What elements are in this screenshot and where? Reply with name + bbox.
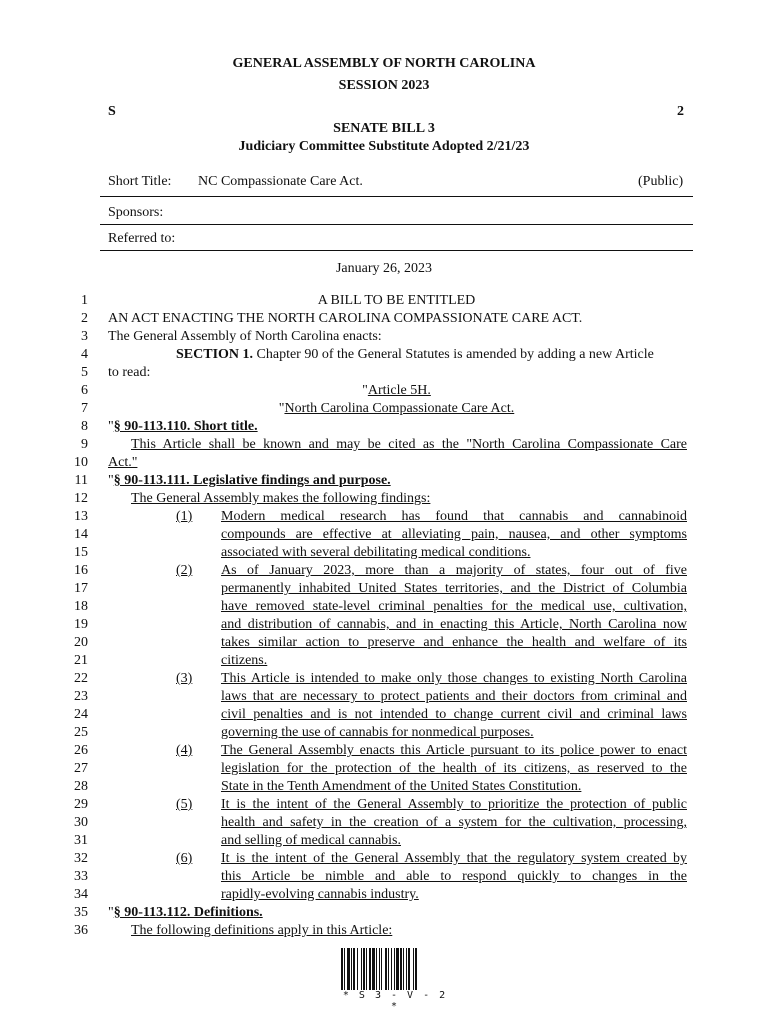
line-number: 9 (81, 437, 88, 452)
statute-heading (108, 905, 263, 921)
line-number: 14 (74, 527, 88, 542)
line-number: 26 (74, 743, 88, 758)
line-number: 27 (74, 761, 88, 776)
item-number: (2) (176, 563, 193, 578)
item-line: This Article is intended to make only those changes to existing North Carolina (221, 671, 687, 686)
line-number: 1 (81, 293, 88, 308)
item-line: governing the use of cannabis for nonmedical purposes. (221, 725, 534, 740)
item-line: State in the Tenth Amendment of the United States Constitution. (221, 779, 582, 794)
barcode-bar (372, 948, 375, 990)
act-title: AN ACT ENACTING THE NORTH CAROLINA COMPASSIONATE CARE ACT. (108, 311, 583, 326)
divider (100, 224, 693, 225)
item-line: civil penalties and is not intended to change current civil and criminal laws (221, 707, 687, 722)
sponsors-label: Sponsors: (108, 205, 164, 220)
barcode-bar (376, 948, 377, 990)
section-label: SECTION 1. (176, 347, 254, 362)
quote-mark: " (108, 419, 114, 434)
barcode-bar (366, 948, 367, 990)
line-number: 35 (74, 905, 88, 920)
line-number: 24 (74, 707, 88, 722)
line-number: 18 (74, 599, 88, 614)
item-number: (6) (176, 851, 193, 866)
item-line: It is the intent of the General Assembly that the regulatory system created by (221, 851, 687, 866)
barcode-bar (363, 948, 365, 990)
public-tag: (Public) (638, 174, 684, 189)
line-number: 4 (81, 347, 88, 362)
barcode-bar (385, 948, 387, 990)
line-number: 13 (74, 509, 88, 524)
item-line: this Article be nimble and able to respond quickly to changes in the (221, 869, 687, 884)
line-number: 8 (81, 419, 88, 434)
item-line: rapidly-evolving cannabis industry. (221, 887, 419, 902)
barcode (340, 948, 450, 992)
item-line: As of January 2023, more than a majority of states, four out of five (221, 563, 687, 578)
barcode-bar (381, 948, 382, 990)
barcode-bar (408, 948, 410, 990)
item-line: Modern medical research has found that cannabis and cannabinoid (221, 509, 687, 524)
statute-heading-text: § 90-113.111. Legislative findings and purpose. (113, 473, 391, 488)
barcode-text: * S 3 - V - 2 * (342, 990, 448, 1012)
item-line: associated with several debilitating medical conditions. (221, 545, 531, 560)
item-line: legislation for the protection of the health of its citizens, as reserved to the (221, 761, 687, 776)
barcode-bar (347, 948, 350, 990)
item-line: It is the intent of the General Assembly to prioritize the protection of public (221, 797, 687, 812)
item-line: and selling of medical cannabis. (221, 833, 401, 848)
line-number: 32 (74, 851, 88, 866)
line-number: 6 (81, 383, 88, 398)
body-line: to read: (108, 365, 151, 380)
item-line: citizens. (221, 653, 268, 668)
barcode-bar (379, 948, 380, 990)
barcode-bar (406, 948, 407, 990)
line-number: 31 (74, 833, 88, 848)
chamber-letter: S (108, 104, 116, 119)
section-text: Chapter 90 of the General Statutes is amended by adding a new Article (253, 347, 654, 362)
assembly-title: GENERAL ASSEMBLY OF NORTH CAROLINA (232, 56, 536, 71)
barcode-bar (396, 948, 399, 990)
statute-heading-text: § 90-113.112. Definitions. (113, 905, 263, 920)
line-number: 5 (81, 365, 88, 380)
item-line: and distribution of cannabis, and in enacting this Article, North Carolina now (221, 617, 687, 632)
quote-mark: " (278, 401, 285, 416)
divider (100, 196, 693, 197)
enacting-clause: The General Assembly of North Carolina enacts: (108, 329, 382, 344)
item-number: (3) (176, 671, 193, 686)
line-number: 16 (74, 563, 88, 578)
line-number: 19 (74, 617, 88, 632)
quote-mark: " (108, 905, 114, 920)
line-number: 21 (74, 653, 88, 668)
quote-mark: " (362, 383, 368, 398)
item-number: (4) (176, 743, 193, 758)
line-number: 23 (74, 689, 88, 704)
quote-mark: " (108, 473, 114, 488)
short-title-label: Short Title: (108, 174, 172, 189)
divider (100, 250, 693, 251)
referred-label: Referred to: (108, 231, 176, 246)
section-heading (176, 347, 654, 363)
barcode-bar (351, 948, 352, 990)
line-number: 3 (81, 329, 88, 344)
item-line: have removed state-level criminal penalties for the medical use, cultivation, (221, 599, 687, 614)
line-number: 36 (74, 923, 88, 938)
item-line: compounds are effective at alleviating pain, nausea, and other symptoms (221, 527, 687, 542)
statute-heading (108, 419, 258, 435)
barcode-bar (400, 948, 402, 990)
article-name-text: North Carolina Compassionate Care Act. (284, 401, 515, 416)
line-number: 17 (74, 581, 88, 596)
bill-entitled: A BILL TO BE ENTITLED (317, 293, 476, 308)
item-line: health and safety in the creation of a system for the cultivation, processing, (221, 815, 687, 830)
statute-heading (108, 473, 391, 489)
line-number: 12 (74, 491, 88, 506)
item-line: The General Assembly enacts this Article pursuant to its police power to enact (221, 743, 687, 758)
barcode-bar (344, 948, 345, 990)
barcode-bar (388, 948, 389, 990)
line-number: 34 (74, 887, 88, 902)
article-number-text: Article 5H. (367, 383, 431, 398)
line-number: 33 (74, 869, 88, 884)
barcode-bar (415, 948, 417, 990)
body-line: Act." (108, 455, 138, 470)
line-number: 7 (81, 401, 88, 416)
body-line: The General Assembly makes the following findings: (131, 491, 431, 506)
item-line: laws that are necessary to protect patients and their doctors from criminal and (221, 689, 687, 704)
line-number: 28 (74, 779, 88, 794)
barcode-bar (394, 948, 395, 990)
line-number: 22 (74, 671, 88, 686)
line-number: 29 (74, 797, 88, 812)
line-number: 2 (81, 311, 88, 326)
short-title: NC Compassionate Care Act. (198, 174, 363, 189)
article-number (0, 383, 768, 399)
line-number: 10 (74, 455, 88, 470)
barcode-bar (413, 948, 414, 990)
version-number: 2 (677, 104, 684, 119)
item-line: takes similar action to preserve and enhance the health and welfare of its (221, 635, 687, 650)
bill-date: January 26, 2023 (335, 261, 433, 276)
barcode-bar (403, 948, 404, 990)
line-number: 30 (74, 815, 88, 830)
bill-title: SENATE BILL 3 (333, 121, 435, 136)
barcode-bar (341, 948, 343, 990)
statute-heading-text: § 90-113.110. Short title. (113, 419, 258, 434)
line-number: 15 (74, 545, 88, 560)
line-number: 25 (74, 725, 88, 740)
barcode-bar (391, 948, 392, 990)
substitute-title: Judiciary Committee Substitute Adopted 2/21/23 (238, 139, 530, 154)
item-line: permanently inhabited United States territories, and the District of Columbia (221, 581, 687, 596)
item-number: (5) (176, 797, 193, 812)
item-number: (1) (176, 509, 193, 524)
barcode-bar (357, 948, 358, 990)
session-title: SESSION 2023 (338, 78, 430, 93)
body-line: This Article shall be known and may be cited as the "North Carolina Compassionate Care (131, 437, 687, 452)
barcode-bar (353, 948, 355, 990)
line-number: 20 (74, 635, 88, 650)
article-name (0, 401, 768, 417)
line-number: 11 (74, 473, 88, 488)
barcode-bar (369, 948, 371, 990)
barcode-bar (361, 948, 362, 990)
body-line: The following definitions apply in this Article: (131, 923, 393, 938)
